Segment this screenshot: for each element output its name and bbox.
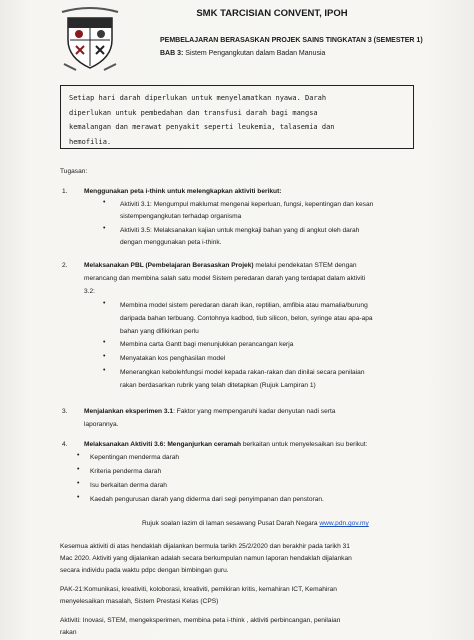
task-4-item-4: Kaedah pengurusan darah yang diderma dari segi penyimpanan dan penstoran. [90,496,324,503]
task-4-item-3: Isu berkaitan derma darah [90,482,167,489]
task-3-line-2: laporannya. [84,421,119,428]
task-1-item-2-line-1: Aktiviti 3.5: Melaksanakan kajian untuk mengkaji bahan yang di angkut oleh darah [120,227,360,234]
bullet-icon: • [103,199,106,206]
bullet-icon: • [103,353,106,360]
pdn-website-link[interactable]: www.pdn.gov.my [319,520,369,527]
task-2-item-2: Membina carta Gantt bagi menunjukkan perancangan kerja [120,341,294,348]
task-2-item-1-line-2: daripada bahan terbuang. Contohnya kadbod, tiub silicon, belon, syringe atau apa-apa [120,315,373,322]
schedule-paragraph-line-1: Kesemua aktiviti di atas hendaklah dijalankan bermula tarikh 25/2/2020 dan berakhir pada tarikh 31 [60,543,350,550]
schedule-paragraph-line-3: secara individu pada waktu pdpc dengan bimbingan guru. [60,567,229,574]
task-2-item-1-line-1: Membina model sistem peredaran darah ikan, reptilian, amfibia atau mamalia/burung [120,302,368,309]
pak21-line-2: menyelesaikan masalah, Sistem Prestasi Kelas (CPS) [60,598,219,605]
schedule-paragraph-line-2: Mac 2020. Aktiviti yang dijalankan adalah secara berkumpulan namun laporan hendaklah dijalankan [60,555,352,562]
document-subtitle: PEMBELAJARAN BERASASKAN PROJEK SAINS TINGKATAN 3 (SEMESTER 1) [160,37,423,44]
task-1-item-1-line-1: Aktiviti 3.1: Mengumpul maklumat mengenai keperluan, fungsi, kepentingan dan kesan [120,201,374,208]
task-2-line-2: merancang dan membina salah satu model Sistem peredaran darah yang terdapat dalam aktiviti [84,275,366,282]
bullet-icon: • [103,339,106,346]
bullet-icon: • [77,480,80,487]
task-1-item-2-line-2: dengan menggunakan peta i-think. [120,239,222,246]
task-1-number: 1. [62,188,68,195]
bullet-icon: • [103,300,106,307]
task-3-title: Menjalankan eksperimen 3.1: Faktor yang mempengaruhi kadar denyutan nadi serta [84,408,336,415]
bullet-icon: • [77,494,80,501]
task-2-item-1-line-3: bahan yang difikirkan perlu [120,328,199,335]
task-2-item-4-line-1: Menerangkan kebolehfungsi model kepada rakan-rakan dan dinilai secara penilaian [120,369,365,376]
tasks-heading: Tugasan: [60,168,88,175]
activities-line-2: rakan [60,629,77,636]
task-4-title: Melaksanakan Aktiviti 3.6: Menganjurkan ceramah berkaitan untuk menyelesaikan isu berikut: [84,441,368,448]
bullet-icon: • [103,225,106,232]
task-4-item-2: Kriteria penderma darah [90,468,162,475]
task-2-title: Melaksanakan PBL (Pembelajaran Berasaskan Projek) melalui pendekatan STEM dengan [84,262,357,269]
intro-quote-box: Setiap hari darah diperlukan untuk menyelamatkan nyawa. Darah diperlukan untuk pembedahan dan transfusi darah bagi mangsa kemalangan dan merawat penyakit seperti leukemia, talasemia dan hemofilia. [60,85,414,149]
school-name: SMK TARCISIAN CONVENT, IPOH [196,8,348,19]
task-3-number: 3. [62,408,68,415]
pak21-line-1: PAK-21:Komunikasi, kreativiti, koloborasi, kreativiti, pemikiran kritis, kemahiran ICT, Kemahiran [60,586,337,593]
chapter-title: BAB 3: Sistem Pengangkutan dalam Badan Manusia [160,50,326,57]
task-2-item-3: Menyatakan kos penghasilan model [120,355,226,362]
task-4-item-1: Kepentingan menderma darah [90,454,180,461]
bullet-icon: • [77,466,80,473]
task-1-item-1-line-2: sistempengangkutan terhadap organisma [120,213,242,220]
bullet-icon: • [77,452,80,459]
task-2-number: 2. [62,262,68,269]
reference-line: Rujuk soalan lazim di laman sesawang Pusat Darah Negara www.pdn.gov.my [142,520,369,527]
task-4-number: 4. [62,441,68,448]
task-2-line-3: 3.2: [84,288,95,295]
task-2-item-4-line-2: rakan berdasarkan rubrik yang telah ditetapkan (Rujuk Lampiran 1) [120,382,316,389]
task-1-title: Menggunakan peta i-think untuk melengkapkan aktiviti berikut: [84,188,282,195]
bullet-icon: • [103,367,106,374]
activities-line-1: Aktiviti: Inovasi, STEM, mengeksperimen, membina peta i-think , aktiviti perbincangan, penilaian [60,617,341,624]
